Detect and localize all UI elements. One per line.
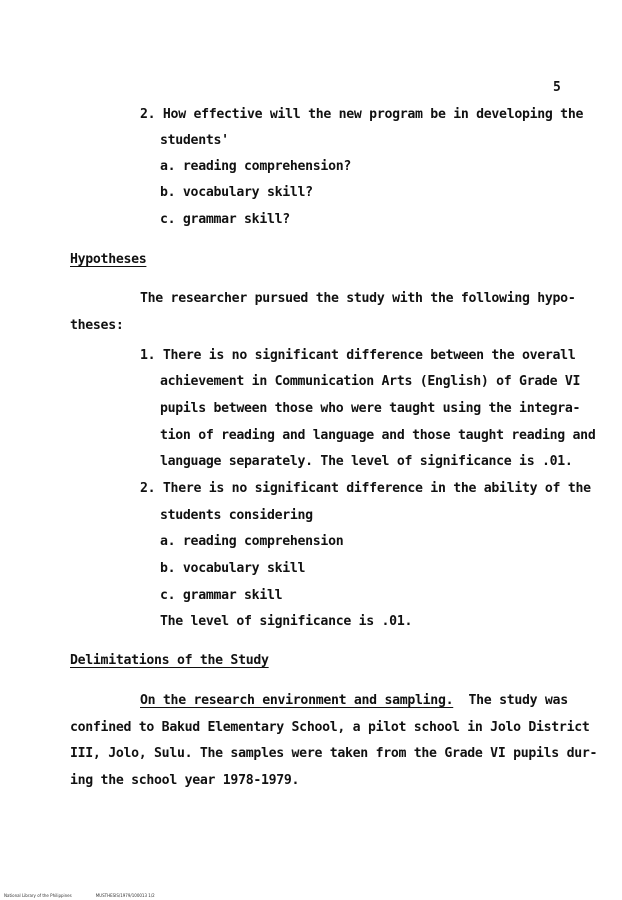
footer-document-id: MUSTHESIS/1979/100013 1/2 [95,893,155,898]
delimitations-heading: Delimitations of the Study [70,653,269,668]
hypotheses-intro-line-2: theses: [70,318,124,333]
hypothesis-2-line-2: students considering [160,508,313,523]
question-2-item-b: b. vocabulary skill? [160,185,313,200]
delimitations-para-line-1 [140,693,568,709]
hypothesis-2-item-a: a. reading comprehension [160,534,344,549]
question-2-item-a: a. reading comprehension? [160,159,351,174]
delimitations-para-line-1-rest: The study was [468,693,568,708]
hypothesis-2-line-1: 2. There is no significant difference in the ability of the [140,481,591,496]
question-2-line-2: students' [160,133,229,148]
hypothesis-1-line-3: pupils between those who were taught using the integra- [160,401,581,416]
question-2-item-c: c. grammar skill? [160,212,290,227]
hypothesis-2-item-c: c. grammar skill [160,588,283,603]
page-number: 5 [553,80,561,95]
hypothesis-1-line-1: 1. There is no significant difference between the overall [140,348,576,363]
hypotheses-heading: Hypotheses [70,252,147,267]
delimitations-subheading: On the research environment and sampling. [140,693,454,708]
hypothesis-1-line-2: achievement in Communication Arts (English) of Grade VI [160,374,581,389]
delimitations-para-line-2: confined to Bakud Elementary School, a pilot school in Jolo District [70,720,590,735]
hypothesis-2-item-b: b. vocabulary skill [160,561,306,576]
question-2-line-1: 2. How effective will the new program be in developing the [140,107,584,122]
hypothesis-1-line-4: tion of reading and language and those taught reading and [160,428,596,443]
hypothesis-2-level: The level of significance is .01. [160,614,413,629]
hypothesis-1-line-5: language separately. The level of significance is .01. [160,454,573,469]
hypotheses-intro-line-1: The researcher pursued the study with the following hypo- [140,291,576,306]
archive-footer [4,893,179,898]
delimitations-para-line-4: ing the school year 1978-1979. [70,773,300,788]
delimitations-para-line-3: III, Jolo, Sulu. The samples were taken from the Grade VI pupils dur- [70,746,598,761]
footer-library-name: National Library of the Philippines [4,893,72,898]
